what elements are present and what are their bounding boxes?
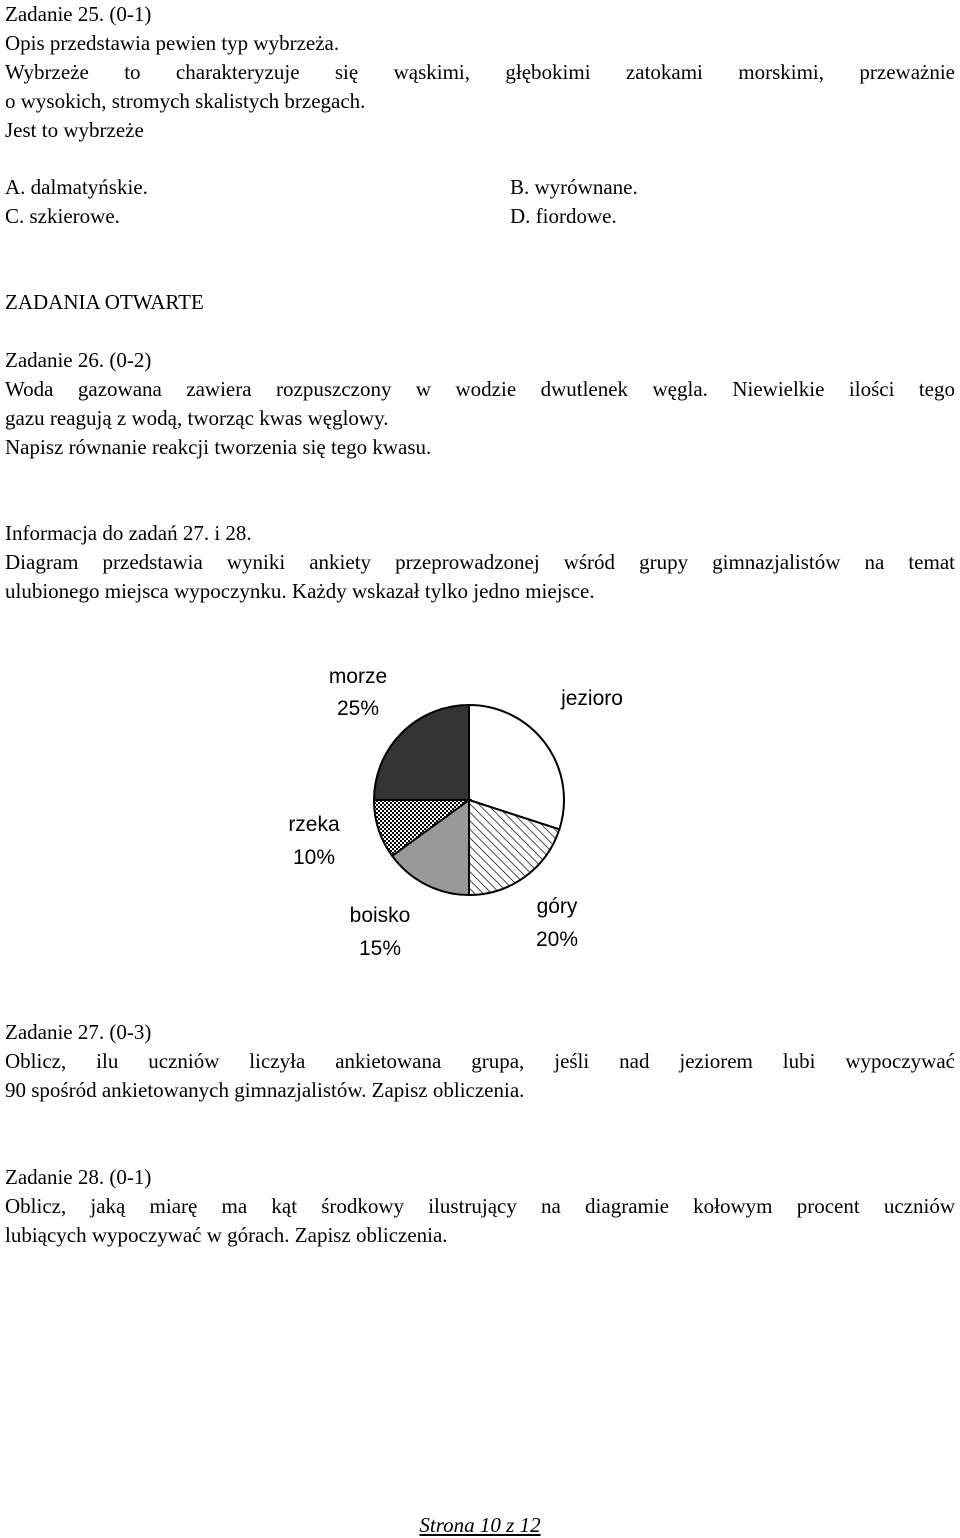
task26-title: Zadanie 26. (0-2) [5, 348, 152, 372]
task28-title: Zadanie 28. (0-1) [5, 1165, 152, 1189]
page-footer: Strona 10 z 12 [419, 1513, 541, 1537]
slice-label-morze: morze [328, 665, 388, 688]
slice-value-boisko: 15% [358, 937, 402, 960]
task25-option-b: B. wyrównane. [510, 175, 638, 199]
slice-label-rzeka: rzeka [288, 813, 340, 836]
task25-title: Zadanie 25. (0-1) [5, 2, 152, 26]
task27-text-line1: Oblicz, ilu uczniów liczyła ankietowana grupa, jeśli nad jeziorem lubi wypoczywać [5, 1049, 955, 1073]
task25-text-line1: Opis przedstawia pewien typ wybrzeża. [5, 31, 340, 55]
slice-label-boisko: boisko [349, 904, 411, 927]
task28-text-line1: Oblicz, jaką miarę ma kąt środkowy ilustrujący na diagramie kołowym procent uczniów [5, 1194, 955, 1218]
slice-value-morze: 25% [336, 697, 380, 720]
slice-value-rzeka: 10% [292, 846, 336, 869]
task26-text-line2: gazu reagują z wodą, tworząc kwas węglowy. [5, 406, 389, 430]
task27-title: Zadanie 27. (0-3) [5, 1020, 152, 1044]
task28-text-line2: lubiących wypoczywać w górach. Zapisz obliczenia. [5, 1223, 448, 1247]
task26-text-line1: Woda gazowana zawiera rozpuszczony w wodzie dwutlenek węgla. Niewielkie ilości tego [5, 377, 955, 401]
pie-chart [0, 640, 960, 1000]
task25-text-line2: Wybrzeże to charakteryzuje się wąskimi, głębokimi zatokami morskimi, przeważnie [5, 60, 955, 84]
pie-slice-morze [374, 705, 469, 800]
slice-label-jezioro: jezioro [561, 687, 623, 710]
task25-option-d: D. fiordowe. [510, 204, 617, 228]
info-title: Informacja do zadań 27. i 28. [5, 521, 252, 545]
info-text-line2: ulubionego miejsca wypoczynku. Każdy wskazał tylko jedno miejsce. [5, 579, 595, 603]
section-title: ZADANIA OTWARTE [5, 290, 204, 314]
task25-option-a: A. dalmatyńskie. [5, 175, 148, 199]
task25-text-line3: o wysokich, stromych skalistych brzegach. [5, 89, 366, 113]
task25-text-line4: Jest to wybrzeże [5, 118, 144, 142]
task26-text-line3: Napisz równanie reakcji tworzenia się tego kwasu. [5, 435, 432, 459]
slice-label-gory: góry [536, 895, 578, 918]
info-text-line1: Diagram przedstawia wyniki ankiety przeprowadzonej wśród grupy gimnazjalistów na temat [5, 550, 955, 574]
task25-option-c: C. szkierowe. [5, 204, 120, 228]
task27-text-line2: 90 spośród ankietowanych gimnazjalistów. Zapisz obliczenia. [5, 1078, 525, 1102]
slice-value-gory: 20% [535, 928, 579, 951]
